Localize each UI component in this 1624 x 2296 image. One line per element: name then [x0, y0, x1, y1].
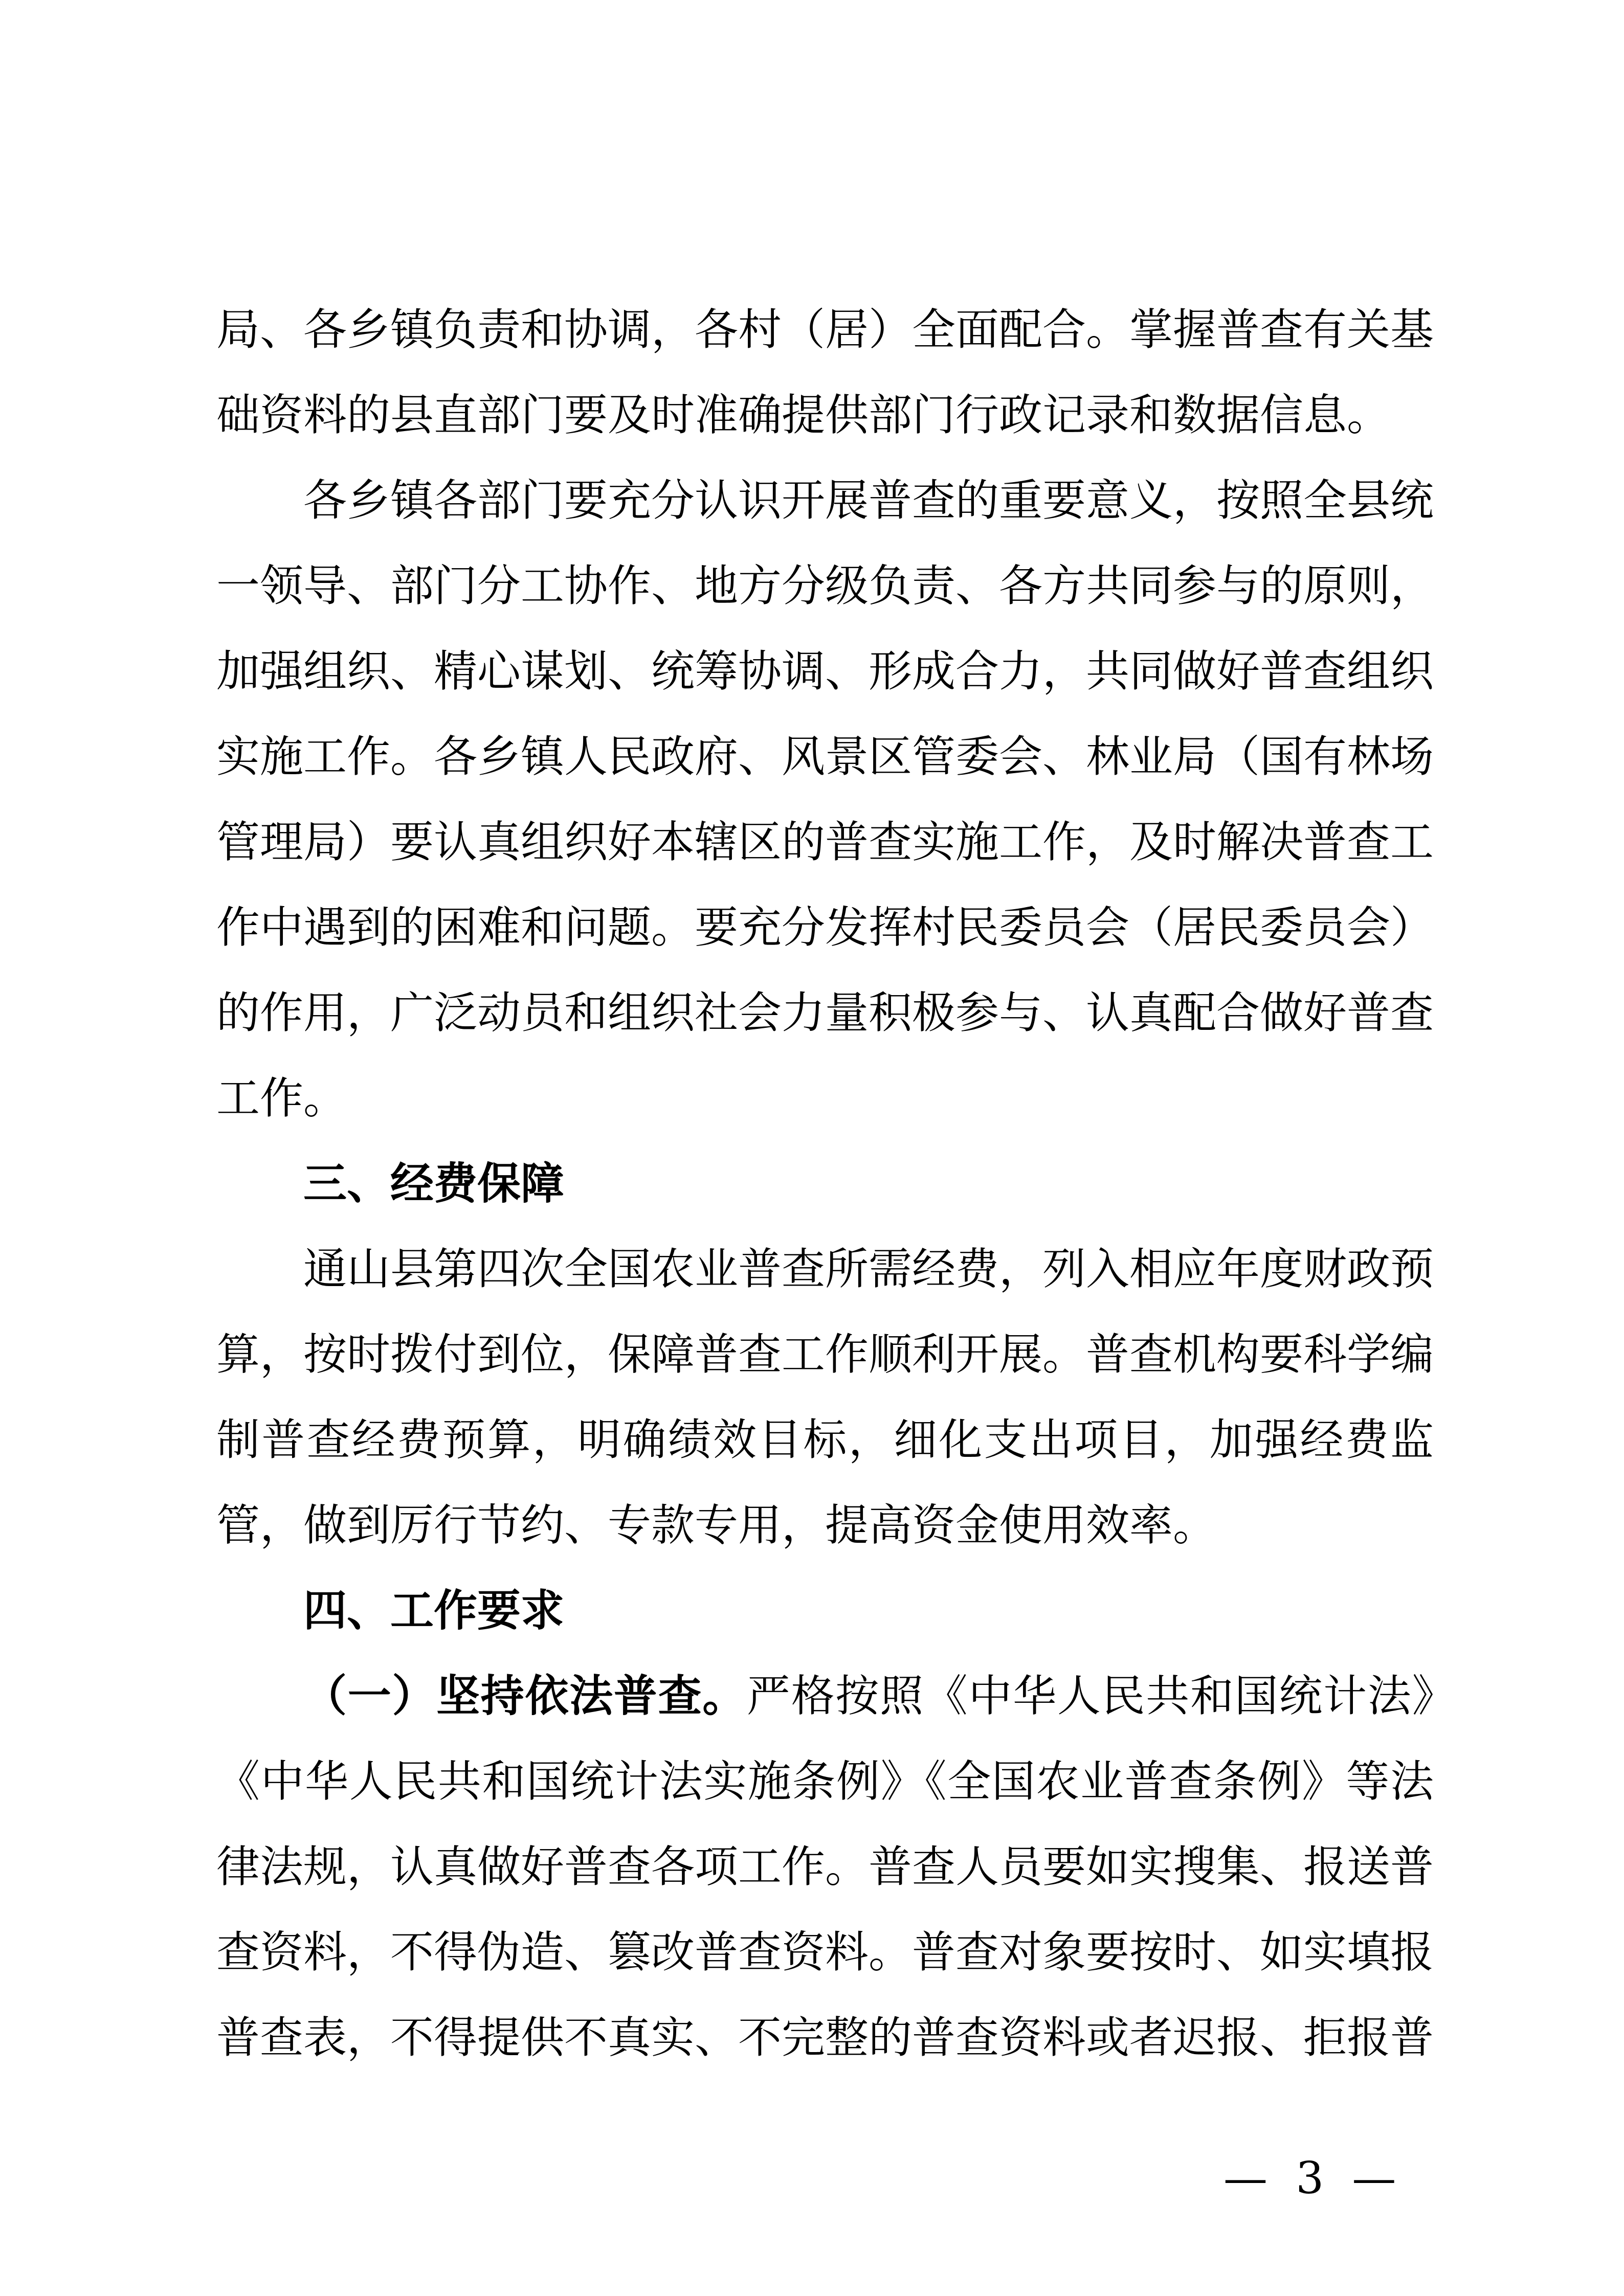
page-number: — 3 —	[1223, 2153, 1404, 2204]
paragraph-continuation-from-previous-page: 局、各乡镇负责和协调，各村（居）全面配合。掌握普查有关基础资料的县直部门要及时准确提供部门行政记录和数据信息。	[216, 305, 1434, 441]
section-heading-work-requirements: 四、工作要求	[303, 1586, 565, 1636]
paragraph-funding-guarantee: 通山县第四次全国农业普查所需经费，列入相应年度财政预算，按时拨付到位，保障普查工作顺利开展。普查机构要科学编制普查经费预算，明确绩效目标，细化支出项目，加强经费监管，做到厉行节约、专款专用，提高资金使用效率。	[216, 1244, 1434, 1551]
paragraph-lawful-census-text: 严格按照《中华人民共和国统计法》《中华人民共和国统计法实施条例》《全国农业普查条例》等法律法规，认真做好普查各项工作。普查人员要如实搜集、报送普查资料，不得伪造、篡改普查资料。普查对象要按时、如实填报普查表，不得提供不真实、不完整的普查资料或者迟报、拒报普	[216, 1671, 1434, 2063]
section-heading-funding-guarantee: 三、经费保障	[303, 1159, 565, 1209]
paragraph-lawful-census	[216, 1654, 1434, 2081]
document-body	[216, 287, 1434, 2081]
sub-heading-adhere-lawful-census: （一）坚持依法普查。	[303, 1671, 747, 1722]
paragraph-organization-implementation: 各乡镇各部门要充分认识开展普查的重要意义，按照全县统一领导、部门分工协作、地方分级负责、各方共同参与的原则，加强组织、精心谋划、统筹协调、形成合力，共同做好普查组织实施工作。各乡镇人民政府、风景区管委会、林业局（国有林场管理局）要认真组织好本辖区的普查实施工作，及时解决普查工作中遇到的困难和问题。要充分发挥村民委员会（居民委员会）的作用，广泛动员和组织社会力量积极参与、认真配合做好普查工作。	[216, 476, 1434, 1124]
